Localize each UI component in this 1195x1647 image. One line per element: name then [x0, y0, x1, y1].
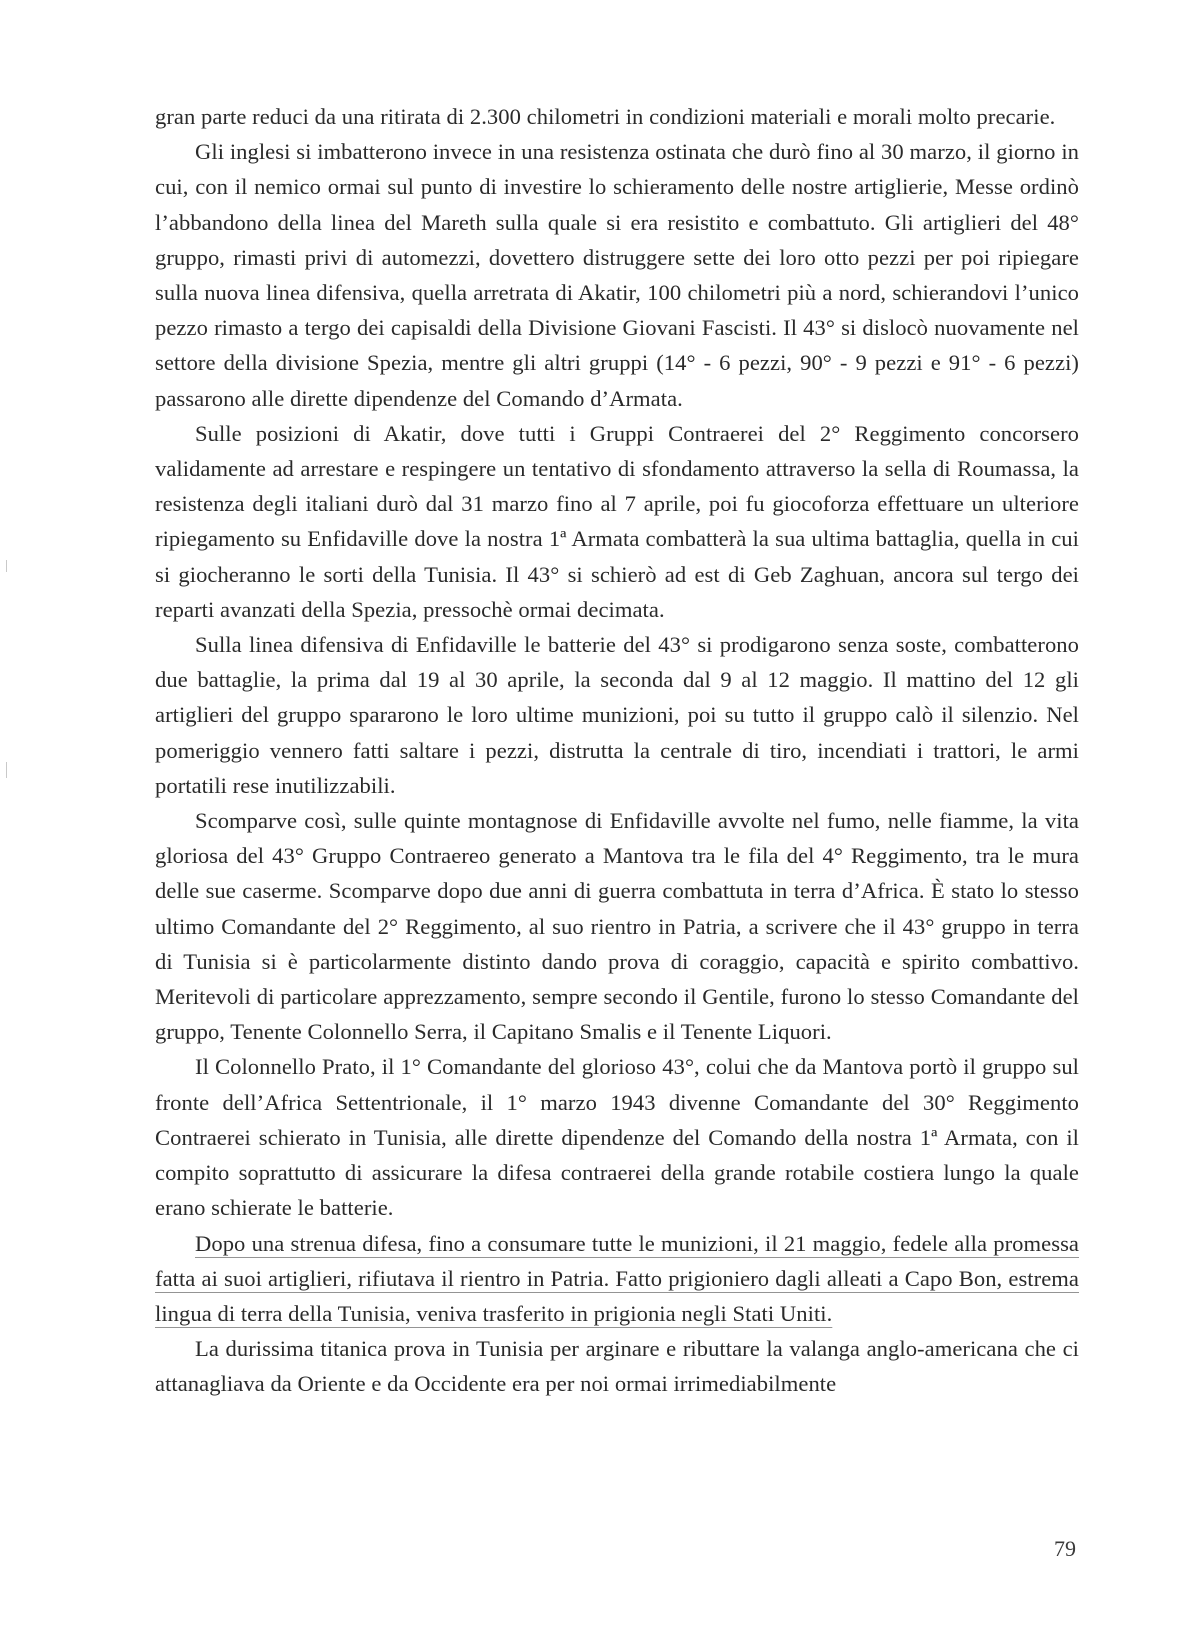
paragraph: Scomparve così, sulle quinte montagnose di Enfidaville avvolte nel fumo, nelle fiamme, la vita gloriosa del 43° Gruppo Contraereo generato a Mantova tra le fila del 4° Reggimento, tra le mura delle sue caserme. Scomparve dopo due anni di guerra combattuta in terra d’Africa. È stato lo stesso ultimo Comandante del 2° Reggimento, al suo rientro in Patria, a scrivere che il 43° gruppo in terra di Tunisia si è particolarmente distinto dando prova di coraggio, capacità e spirito combattivo. Meritevoli di particolare apprezzamento, sempre secondo il Gentile, furono lo stesso Comandante del gruppo, Tenente Colonnello Serra, il Capitano Smalis e il Tenente Liquori. — [155, 808, 1079, 1045]
scan-edge-mark — [6, 762, 7, 778]
scan-edge-mark — [6, 560, 7, 572]
paragraph: Sulle posizioni di Akatir, dove tutti i Gruppi Contraerei del 2° Reggimento concorsero validamente ad arrestare e respingere un tentativo di sfondamento attraverso la sella di Roumassa, la resistenza degli italiani durò dal 31 marzo fino al 7 aprile, poi fu giocoforza effettuare un ulteriore ripiegamento su Enfidaville dove la nostra 1ª Armata combatterà la sua ultima battaglia, quella in cui si giocheranno le sorti della Tunisia. Il 43° si schierò ad est di Geb Zaghuan, ancora sul tergo dei reparti avanzati della Spezia, pressochè ormai decimata. — [155, 420, 1079, 622]
body-text — [155, 99, 1079, 1402]
paragraph: Il Colonnello Prato, il 1° Comandante del glorioso 43°, colui che da Mantova portò il gruppo sul fronte dell’Africa Settentrionale, il 1° marzo 1943 divenne Comandante del 30° Reggimento Contraerei schierato in Tunisia, alle dirette dipendenze del Comando della nostra 1ª Armata, con il compito soprattutto di assicurare la difesa contraerei della grande rotabile costiera lungo la quale erano schierate le batterie. — [155, 1054, 1079, 1221]
paragraph: Gli inglesi si imbatterono invece in una resistenza ostinata che durò fino al 30 marzo, il giorno in cui, con il nemico ormai sul punto di investire lo schieramento delle nostre artiglierie, Messe ordinò l’abbandono della linea del Mareth sulla quale si era resistito e combattuto. Gli artiglieri del 48° gruppo, rimasti privi di automezzi, dovettero distruggere sette dei loro otto pezzi per poi ripiegare sulla nuova linea difensiva, quella arretrata di Akatir, 100 chilometri più a nord, schierandovi l’unico pezzo rimasto a tergo dei capisaldi della Divisione Giovani Fascisti. Il 43° si dislocò nuovamente nel settore della divisione Spezia, mentre gli altri gruppi (14° - 6 pezzi, 90° - 9 pezzi e 91° - 6 pezzi) passarono alle dirette dipendenze del Comando d’Armata. — [155, 139, 1079, 411]
paragraph: Sulla linea difensiva di Enfidaville le batterie del 43° si prodigarono senza soste, combatterono due battaglie, la prima dal 19 al 30 aprile, la seconda dal 9 al 12 maggio. Il mattino del 12 gli artiglieri del gruppo spararono le loro ultime munizioni, poi su tutto il gruppo calò il silenzio. Nel pomeriggio vennero fatti saltare i pezzi, distrutta la centrale di tiro, incendiati i trattori, le armi portatili rese inutilizzabili. — [155, 632, 1079, 798]
paragraph: La durissima titanica prova in Tunisia per arginare e ributtare la valanga anglo-americana che ci attanagliava da Oriente e da Occidente era per noi ormai irrimediabilmente — [155, 1336, 1079, 1397]
paragraph: gran parte reduci da una ritirata di 2.300 chilometri in condizioni materiali e morali molto precarie. — [155, 104, 1056, 129]
page-number: 79 — [1054, 1536, 1076, 1561]
paragraph-underlined: Dopo una strenua difesa, fino a consumare tutte le munizioni, il 21 maggio, fedele alla promessa fatta ai suoi artiglieri, rifiutava il rientro in Patria. Fatto prigioniero dagli alleati a Capo Bon, estrema lingua di terra della Tunisia, veniva trasferito in prigionia negli Stati Uniti. — [155, 1230, 1079, 1326]
